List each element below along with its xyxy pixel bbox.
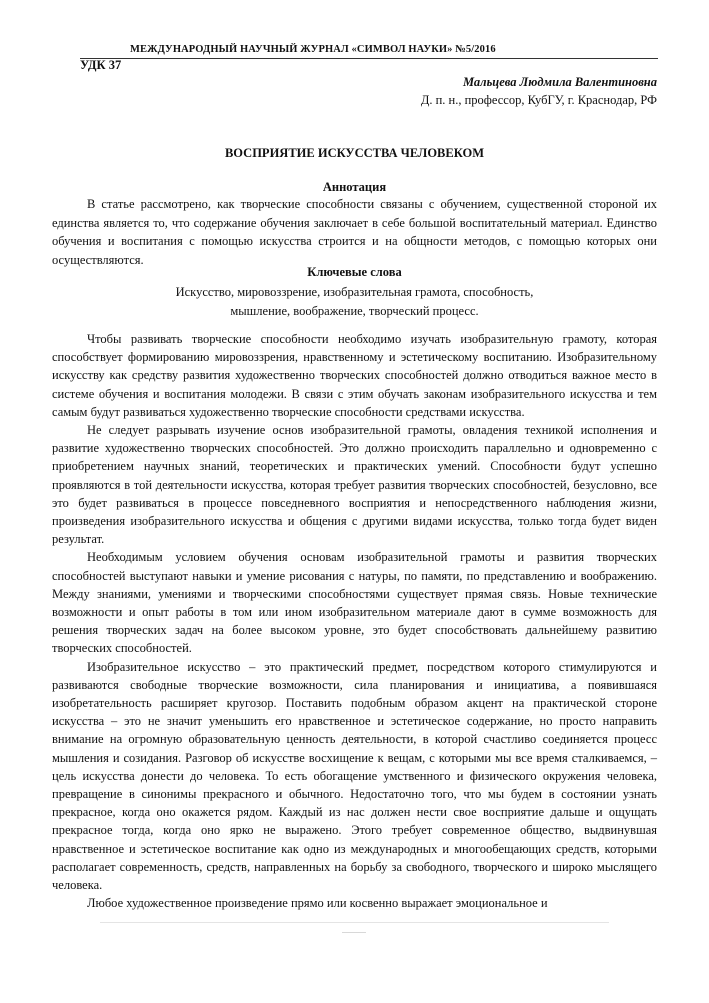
author-affiliation: Д. п. н., профессор, КубГУ, г. Краснодар, РФ bbox=[420, 93, 657, 107]
abstract-text: В статье рассмотрено, как творческие способности связаны с обучением, существенной стороной их единства является то, что содержание обучения заключает в себе большой воспитательный материал. Единство обучения и воспитания с помощью искусства строится и на общности методов, с помощью которых они осуществляются. bbox=[52, 197, 657, 267]
body-paragraph-4: Изобразительное искусство – это практический предмет, посредством которого стимулируются и развиваются свободные творческие возможности, сила планирования и инициатива, а появившаяся изобретательность расширяет кругозор. Поставить подобным образом акцент на практической стороне искусства – это не значит уменьшить его нравственное и эстетическое содержание, но просто направить внимание на огромную образовательную ценность деятельности, в которой счастливо соединяется процесс мышления и созидания. Разговор об искусстве восхищение к вещам, с которыми мы все время сталкиваемся, – цель искусства донести до человека. То есть обогащение умственного и физического окружения человека, превращение в синонимы прекрасного и обычного. Недостаточно того, что мы будем в состоянии узнать прекрасное, когда оно окажется рядом. Каждый из нас должен нести свое восприятие дальше и ощущать прекрасное тогда, когда оно ярко не выражено. Этого требует современное общество, выдвинувшая нравственное и эстетическое воспитание как одно из международных и многообещающих средств, которыми располагает современность, средств, направленных на борьбу за свободного, творческого и широко мыслящего человека. bbox=[52, 659, 657, 893]
body-paragraph-2: Не следует разрывать изучение основ изобразительной грамоты, овладения техникой исполнения и развитие художественно творческих способностей. Это должно происходить параллельно и одновременно с приобретением научных знаний, теоретических и практических умений. Способности будут успешно проявляются в той деятельности искусства, которая требует развития творческих способностей, безусловно, все это будет развиваться в процессе повседневного восприятия и непосредственного наблюдения жизни, произведения изобразительного искусства и общения с другими видами искусства, только тогда будет виден результат. bbox=[52, 423, 657, 547]
journal-header: МЕЖДУНАРОДНЫЙ НАУЧНЫЙ ЖУРНАЛ «СИМВОЛ НАУКИ» №5/2016 bbox=[130, 44, 496, 55]
header-divider bbox=[80, 58, 658, 59]
body-paragraph-1: Чтобы развивать творческие способности необходимо изучать изобразительную грамоту, которая способствует формированию мировоззрения, нравственному и эстетическому воспитанию. Изобразительному искусству как средству развития художественно творческих способностей должно отводиться важное место в системе обучения и воспитания молодежи. В связи с этим обучать законам изобразительного искусства и тем самым будут развиваться художественно творческие способности средствами искусства. bbox=[52, 332, 657, 419]
keywords-text bbox=[52, 283, 657, 320]
body-paragraph-3: Необходимым условием обучения основам изобразительной грамоты и развития творческих способностей выступают навыки и умение рисования с натуры, по памяти, по представлению и воображению. Между знаниями, умениями и творческими способностями существует прямая связь. Новые технические возможности и опыт работы в том или ином изобразительном материале дают в сумме возможность для решения творческих задач на более высоком уровне, это будет способствовать дальнейшему развитию творческих способностей. bbox=[52, 550, 657, 656]
keywords-line-1: Искусство, мировоззрение, изобразительная грамота, способность, bbox=[175, 285, 534, 299]
footer-mark bbox=[342, 932, 366, 933]
abstract-heading: Аннотация bbox=[322, 180, 387, 194]
udc-code: УДК 37 bbox=[80, 58, 122, 72]
article-title: ВОСПРИЯТИЕ ИСКУССТВА ЧЕЛОВЕКОМ bbox=[224, 146, 485, 160]
body-paragraph-5: Любое художественное произведение прямо или косвенно выражает эмоциональное и bbox=[87, 896, 548, 911]
footer-divider bbox=[100, 922, 609, 923]
article-body bbox=[52, 330, 657, 913]
author-name: Мальцева Людмила Валентиновна bbox=[462, 75, 657, 89]
keywords-heading: Ключевые слова bbox=[307, 265, 402, 279]
keywords-line-2: мышление, воображение, творческий процесс. bbox=[230, 303, 479, 318]
